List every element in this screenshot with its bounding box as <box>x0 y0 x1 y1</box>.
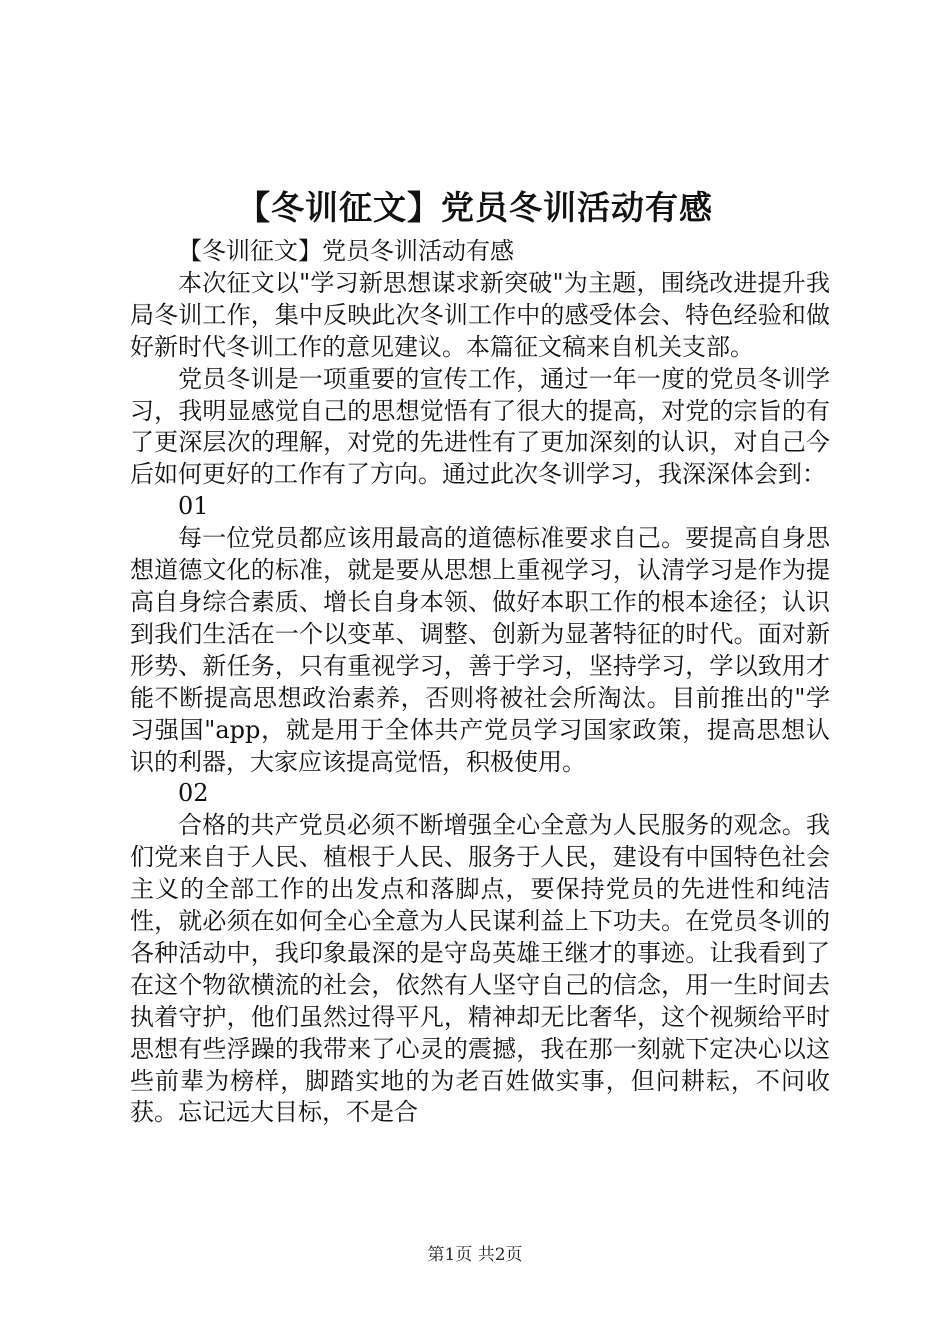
paragraph: 合格的共产党员必须不断增强全心全意为人民服务的观念。我们党来自于人民、植根于人民、服务于人民，建设有中国特色社会主义的全部工作的出发点和落脚点，要保持党员的先进性和纯洁性，就必须在如何全心全意为人民谋利益上下功夫。在党员冬训的各种活动中，我印象最深的是守岛英雄王继才的事迹。让我看到了在这个物欲横流的社会，依然有人坚守自己的信念，用一生时间去执着守护，他们虽然过得平凡，精神却无比奢华，这个视频给平时思想有些浮躁的我带来了心灵的震撼，我在那一刻就下定决心以这些前辈为榜样，脚踏实地的为老百姓做实事，但问耕耘，不问收获。忘记远大目标，不是合 <box>130 811 830 1127</box>
paragraph-intro: 本次征文以"学习新思想谋求新突破"为主题，围绕改进提升我局冬训工作，集中反映此次冬训工作中的感受体会、特色经验和做好新时代冬训工作的意见建议。本篇征文稿来自机关支部。 <box>130 268 830 361</box>
section-number: 02 <box>178 779 209 808</box>
paragraph: 每一位党员都应该用最高的道德标准要求自己。要提高自身思想道德文化的标准，就是要从思想上重视学习，认清学习是作为提高自身综合素质、增长自身本领、做好本职工作的根本途径；认识到我们生活在一个以变革、调整、创新为显著特征的时代。面对新形势、新任务，只有重视学习，善于学习，坚持学习，学以致用才能不断提高思想政治素养，否则将被社会所淘汰。目前推出的"学习强国"app，就是用于全体共产党员学习国家政策，提高思想认识的利器，大家应该提高觉悟，积极使用。 <box>130 524 830 776</box>
document-title: 【冬训征文】党员冬训活动有感 <box>237 188 713 227</box>
paragraph-subtitle: 【冬训征文】党员冬训活动有感 <box>178 237 514 265</box>
section-number: 01 <box>178 492 209 521</box>
paragraph: 党员冬训是一项重要的宣传工作，通过一年一度的党员冬训学习，我明显感觉自己的思想觉悟有了很大的提高，对党的宗旨的有了更深层次的理解，对党的先进性有了更加深刻的认识，对自己今后如何更好的工作有了方向。通过此次冬训学习，我深深体会到： <box>130 364 830 489</box>
page-footer: 第1页 共2页 <box>427 1245 523 1265</box>
document-body <box>130 236 830 1129</box>
